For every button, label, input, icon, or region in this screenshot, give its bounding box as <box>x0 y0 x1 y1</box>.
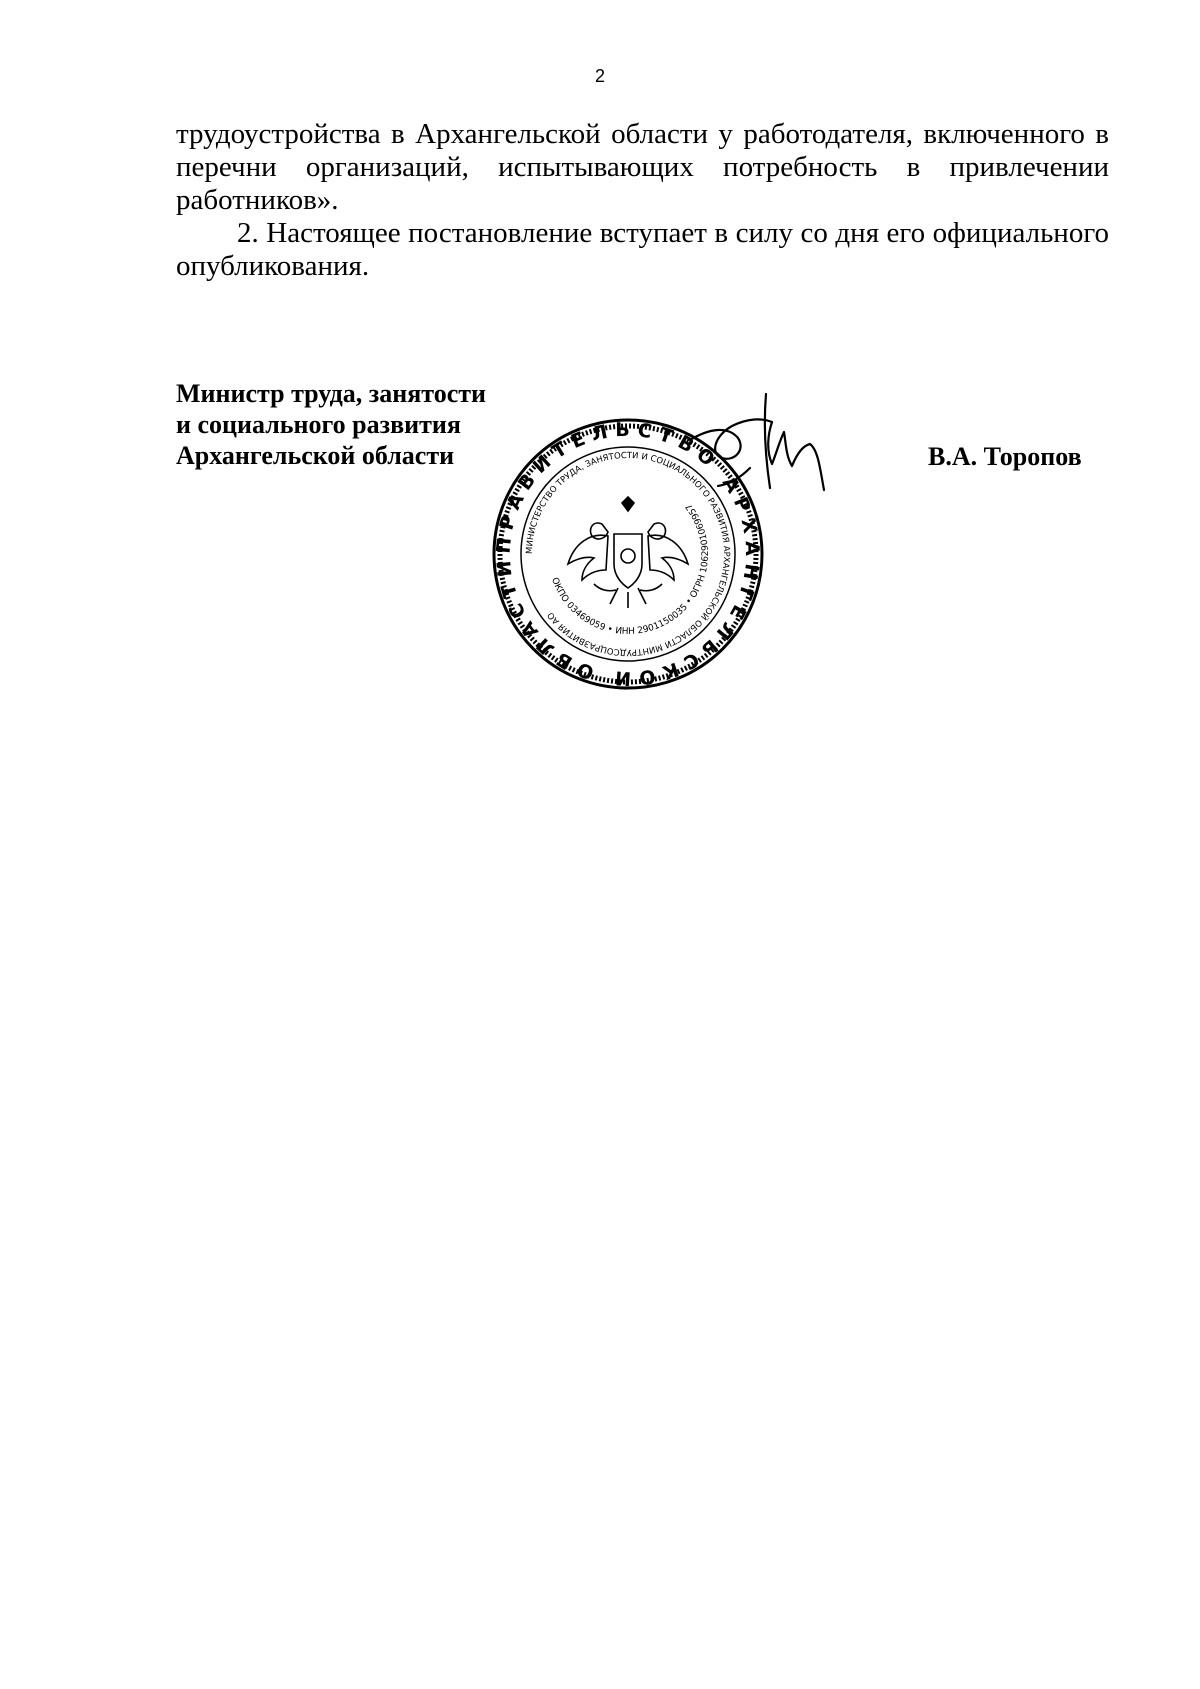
page-number: 2 <box>594 66 605 86</box>
signatory-position-line: и социального развития <box>176 410 461 439</box>
paragraph-continuation: трудоустройства в Архангельской области у работодателя, включенного в перечни организаций, испытывающих потребность в привлечении работников». <box>176 118 1109 216</box>
handwritten-signature <box>680 378 840 538</box>
signatory-name: В.А. Торопов <box>928 442 1082 471</box>
seal-codes-text: ОКПО 03469059 • ИНН 2901150035 • ОГРН 1062901069957 <box>549 501 712 638</box>
signatory-position-line: Архангельской области <box>176 441 455 470</box>
signatory-position-line: Министр труда, занятости <box>176 379 487 408</box>
body-text <box>176 118 1109 283</box>
paragraph-item-2: 2. Настоящее постановление вступает в силу со дня его официального опубликования. <box>176 217 1109 282</box>
double-headed-eagle-emblem <box>568 497 688 608</box>
seal-outer-text: ПРАВИТЕЛЬСТВО АРХАНГЕЛЬСКОЙ ОБЛАСТИ <box>492 418 764 690</box>
signatory-position <box>176 378 486 471</box>
seal-inner-text: МИНИСТЕРСТВО ТРУДА, ЗАНЯТОСТИ И СОЦИАЛЬНОГО РАЗВИТИЯ АРХАНГЕЛЬСКОЙ ОБЛАСТИ МИНТРУДСОЦРАЗВИТИЯ АО <box>524 450 732 658</box>
